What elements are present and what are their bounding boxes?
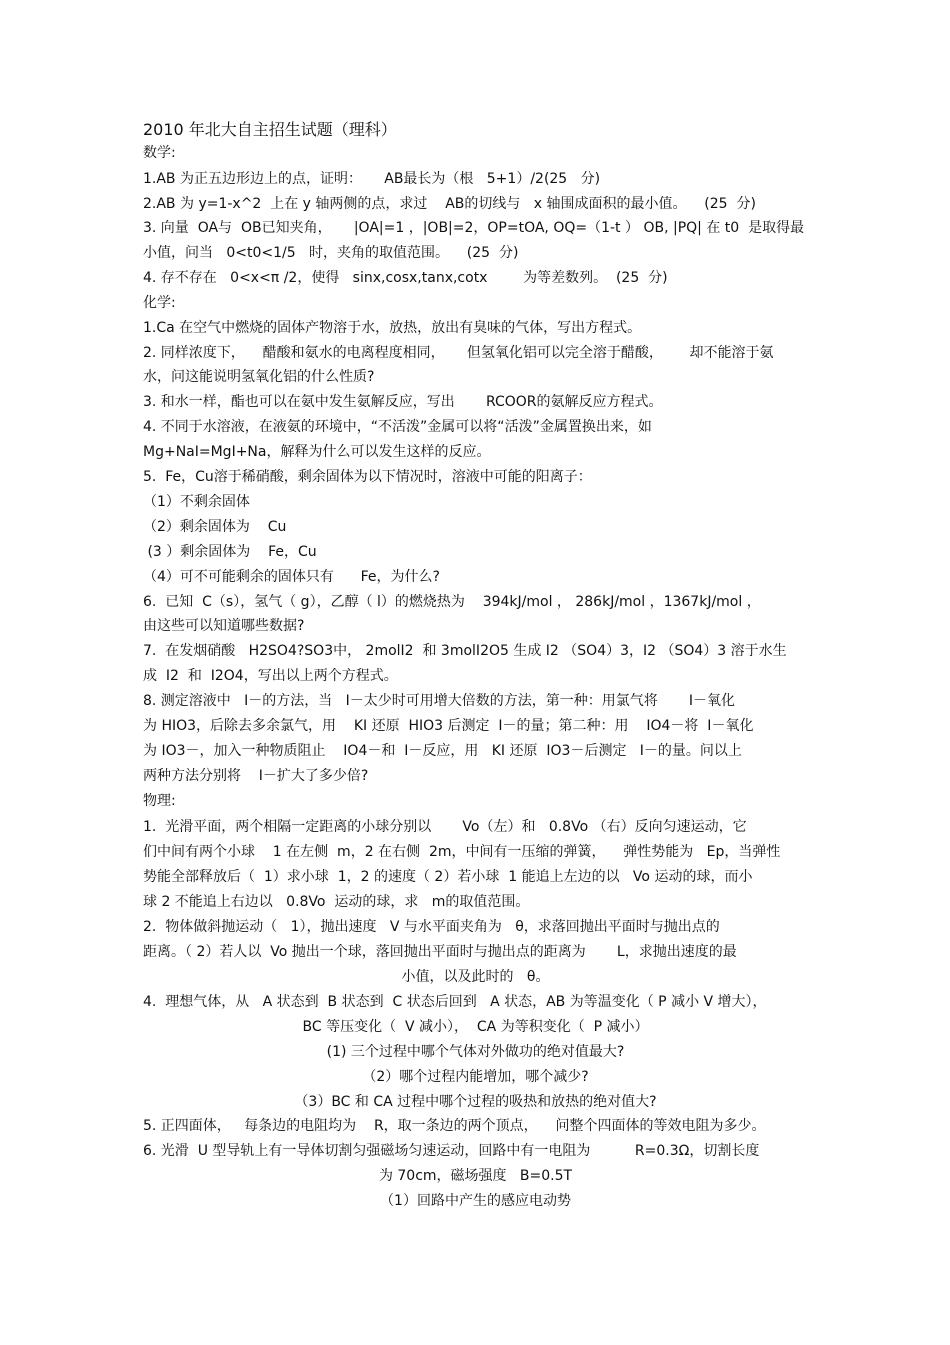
math-line: 3. 向量 OA与 OB已知夹角， |OA|=1 ，|OB|=2，OP=tOA, OQ=（1-t ） OB, |PQ| 在 t0 是取得最 bbox=[143, 220, 805, 236]
chemistry-line: 8. 测定溶液中 I－的方法，当 I－太少时可用增大倍数的方法，第一种：用氯气将 I－氧化 bbox=[143, 693, 736, 709]
chemistry-line: 2. 同样浓度下， 醋酸和氨水的电离程度相同， 但氢氧化铝可以完全溶于醋酸， 却不能溶于氨 bbox=[143, 345, 774, 361]
chemistry-line: 3. 和水一样，酯也可以在氨中发生氨解反应，写出 RCOOR的氨解反应方程式。 bbox=[143, 394, 663, 410]
physics-line: 1. 光滑平面，两个相隔一定距离的小球分别以 Vo（左）和 0.8Vo （右）反向匀速运动，它 bbox=[143, 819, 747, 835]
physics-line: 们中间有两个小球 1 在左侧 m，2 在右侧 2m，中间有一压缩的弹簧， 弹性势能为 Ep，当弹性 bbox=[143, 844, 781, 860]
chemistry-line: 为 IO3－，加入一种物质阻止 IO4－和 I－反应，用 KI 还原 IO3－后测定 I－的量。问以上 bbox=[143, 743, 742, 759]
physics-line-centered: （1）回路中产生的感应电动势 bbox=[380, 1193, 571, 1209]
math-line: 小值，问当 0<t0<1/5 时，夹角的取值范围。 (25 分) bbox=[143, 245, 519, 261]
chemistry-line: 两种方法分别将 I－扩大了多少倍? bbox=[143, 768, 369, 784]
physics-line: 5. 正四面体， 每条边的电阻均为 R，取一条边的两个顶点， 问整个四面体的等效电阻为多少。 bbox=[143, 1118, 766, 1134]
physics-line: 6. 光滑 U 型导轨上有一导体切割匀强磁场匀速运动，回路中有一电阻为 R=0.3Ω，切割长度 bbox=[143, 1143, 760, 1159]
math-line: 2.AB 为 y=1-x^2 上在 y 轴两侧的点，求过 AB的切线与 x 轴围成面积的最小值。 (25 分) bbox=[143, 196, 756, 212]
section-heading-math: 数学: bbox=[143, 145, 176, 161]
physics-line-centered: 小值，以及此时的 θ。 bbox=[401, 969, 550, 985]
chemistry-line: 6. 已知 C（s），氢气（ g），乙醇（ l）的燃烧热为 394kJ/mol ， 286kJ/mol ，1367kJ/mol ， bbox=[143, 594, 761, 610]
chemistry-line: （2）剩余固体为 Cu bbox=[143, 519, 287, 535]
chemistry-line: 由这些可以知道哪些数据? bbox=[143, 618, 305, 634]
physics-line-centered: （2）哪个过程内能增加，哪个减少? bbox=[362, 1069, 589, 1085]
physics-line: 势能全部释放后（ 1）求小球 1，2 的速度（ 2）若小球 1 能追上左边的以 Vo 运动的球，而小 bbox=[143, 869, 753, 885]
chemistry-line: 4. 不同于水溶液，在液氨的环境中，“不活泼”金属可以将“活泼”金属置换出来，如 bbox=[143, 419, 652, 435]
chemistry-line: （4）可不可能剩余的固体只有 Fe，为什么? bbox=[143, 569, 440, 585]
chemistry-line: 5. Fe，Cu溶于稀硝酸，剩余固体为以下情况时，溶液中可能的阳离子： bbox=[143, 469, 592, 485]
math-line: 4. 存不存在 0<x<π /2，使得 sinx,cosx,tanx,cotx 为等差数列。 (25 分) bbox=[143, 270, 668, 286]
chemistry-line: 7. 在发烟硝酸 H2SO4?SO3中， 2molI2 和 3molI2O5 生成 I2 （SO4）3，I2 （SO4）3 溶于水生 bbox=[143, 643, 787, 659]
document-title: 2010 年北大自主招生试题（理科） bbox=[143, 120, 397, 139]
physics-line-centered: 为 70cm，磁场强度 B=0.5T bbox=[378, 1168, 573, 1184]
physics-line: 4. 理想气体，从 A 状态到 B 状态到 C 状态后回到 A 状态，AB 为等温变化（ P 减小 V 增大）， bbox=[143, 994, 767, 1010]
math-line: 1.AB 为正五边形边上的点，证明： AB最长为（根 5+1）/2(25 分) bbox=[143, 171, 601, 187]
physics-line-centered: (1) 三个过程中哪个气体对外做功的绝对值最大? bbox=[326, 1044, 625, 1060]
physics-line: 球 2 不能追上右边以 0.8Vo 运动的球，求 m的取值范围。 bbox=[143, 894, 530, 910]
section-heading-physics: 物理: bbox=[143, 793, 176, 809]
chemistry-line: 水，问这能说明氢氧化铝的什么性质? bbox=[143, 369, 375, 385]
physics-line: 2. 物体做斜抛运动（ 1），抛出速度 V 与水平面夹角为 θ，求落回抛出平面时与抛出点的 bbox=[143, 919, 720, 935]
chemistry-line: （1）不剩余固体 bbox=[143, 494, 250, 510]
section-heading-chemistry: 化学: bbox=[143, 295, 176, 311]
chemistry-line: 为 HIO3，后除去多余氯气，用 KI 还原 HIO3 后测定 I－的量；第二种：用 IO4－将 I－氧化 bbox=[143, 718, 754, 734]
chemistry-line: Mg+NaI=MgI+Na，解释为什么可以发生这样的反应。 bbox=[143, 444, 491, 460]
chemistry-line: 1.Ca 在空气中燃烧的固体产物溶于水，放热，放出有臭味的气体，写出方程式。 bbox=[143, 320, 642, 336]
physics-line-centered: （3）BC 和 CA 过程中哪个过程的吸热和放热的绝对值大? bbox=[294, 1094, 657, 1110]
physics-line-centered: BC 等压变化（ V 减小）， CA 为等积变化（ P 减小） bbox=[302, 1019, 649, 1035]
chemistry-line: (3 ）剩余固体为 Fe，Cu bbox=[143, 544, 317, 560]
physics-line: 距离。（ 2）若人以 Vo 抛出一个球，落回抛出平面时与抛出点的距离为 L，求抛出速度的最 bbox=[143, 944, 737, 960]
chemistry-line: 成 I2 和 I2O4，写出以上两个方程式。 bbox=[143, 668, 398, 684]
